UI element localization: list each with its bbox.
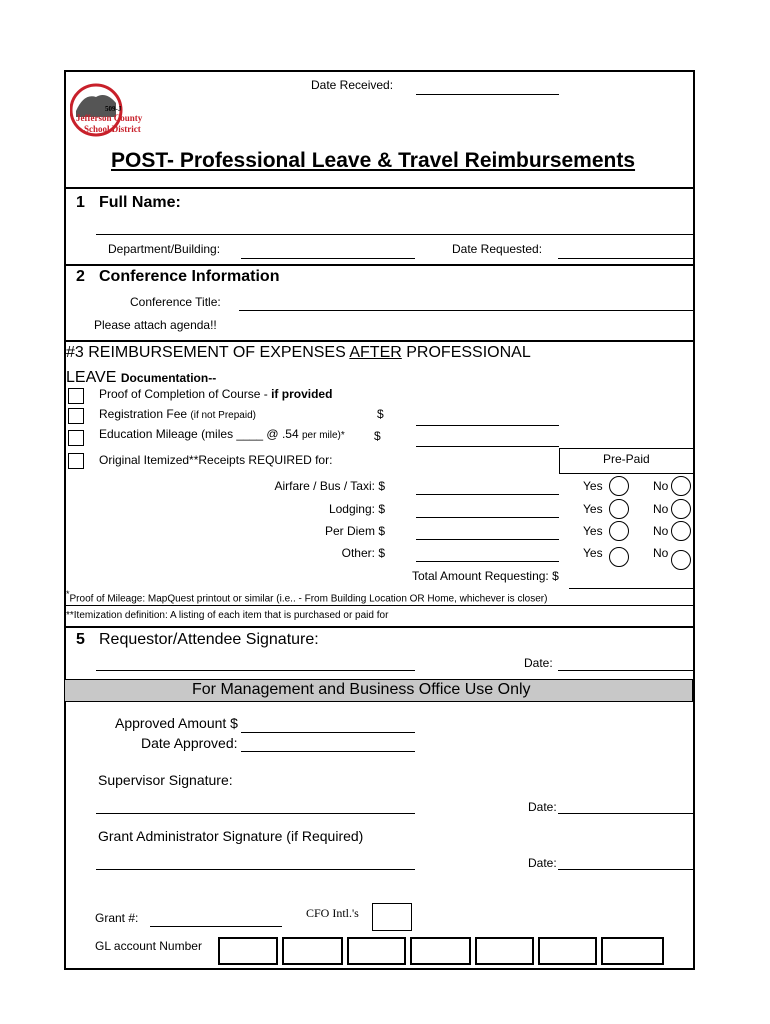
lodging-no-radio[interactable] [671, 499, 691, 519]
registration-dollar: $ [377, 407, 384, 421]
receipts-label: Original Itemized**Receipts REQUIRED for: [99, 453, 333, 467]
mileage-dollar: $ [374, 429, 381, 443]
date-requested-label: Date Requested: [452, 242, 543, 256]
gl-account-box-5[interactable] [475, 937, 534, 965]
grant-number-field[interactable] [150, 926, 282, 927]
airfare-yes-label: Yes [583, 479, 603, 493]
airfare-field[interactable] [416, 494, 559, 495]
other-no-radio[interactable] [671, 550, 691, 570]
gl-account-box-7[interactable] [601, 937, 664, 965]
prepaid-label: Pre-Paid [603, 452, 650, 466]
airfare-no-label: No [653, 479, 669, 493]
per-diem-no-radio[interactable] [671, 521, 691, 541]
section2-number: 2 [76, 268, 85, 285]
mileage-field[interactable] [416, 446, 559, 447]
section3-heading: #3 REIMBURSEMENT OF EXPENSES AFTER PROFESSIONAL [66, 344, 531, 361]
lodging-yes-label: Yes [583, 502, 603, 516]
registration-fee-field[interactable] [416, 425, 559, 426]
mileage-checkbox[interactable] [68, 430, 84, 446]
office-use-banner-text: For Management and Business Office Use Only [192, 681, 531, 698]
receipts-checkbox[interactable] [68, 453, 84, 469]
page-title: POST- Professional Leave & Travel Reimbursements [111, 149, 636, 172]
district-logo: 509-J Jefferson County School District [70, 83, 166, 141]
other-field[interactable] [416, 561, 559, 562]
lodging-no-label: No [653, 502, 669, 516]
cfo-initials-box[interactable] [372, 903, 412, 931]
approved-amount-label: Approved Amount $ [115, 715, 238, 731]
requestor-date-label: Date: [524, 656, 553, 670]
department-label: Department/Building: [108, 242, 221, 256]
signature-heading: Requestor/Attendee Signature: [99, 631, 319, 648]
proof-completion-label: Proof of Completion of Course - if provided [99, 387, 333, 401]
itemization-footnote: **Itemization definition: A listing of each item that is purchased or paid for [66, 610, 389, 621]
registration-fee-label: Registration Fee (if not Prepaid) [99, 407, 256, 421]
per-diem-label: Per Diem $ [324, 524, 385, 538]
gl-account-label: GL account Number [95, 939, 202, 953]
gl-account-box-2[interactable] [282, 937, 343, 965]
section5-number: 5 [76, 631, 85, 648]
airfare-no-radio[interactable] [671, 476, 691, 496]
total-amount-field[interactable] [569, 588, 693, 589]
gl-account-box-4[interactable] [410, 937, 471, 965]
other-no-label: No [653, 546, 669, 560]
supervisor-date-label: Date: [528, 800, 557, 814]
supervisor-date-field[interactable] [558, 813, 693, 814]
airfare-yes-radio[interactable] [609, 476, 629, 496]
mileage-label: Education Mileage (miles ____ @ .54 per mile)* [99, 427, 345, 441]
requestor-signature-field[interactable] [96, 670, 415, 671]
per-diem-no-label: No [653, 524, 669, 538]
other-label: Other: $ [341, 546, 385, 560]
date-received-field[interactable] [416, 94, 559, 95]
grant-admin-signature-field[interactable] [96, 869, 415, 870]
proof-completion-checkbox[interactable] [68, 388, 84, 404]
date-received-label: Date Received: [311, 78, 394, 92]
mileage-footnote: *Proof of Mileage: MapQuest printout or similar (i.e.. - From Building Location OR Home, whichever is closer) [66, 589, 548, 605]
lodging-label: Lodging: $ [328, 502, 385, 516]
approved-amount-field[interactable] [241, 732, 415, 733]
per-diem-yes-label: Yes [583, 524, 603, 538]
total-amount-label: Total Amount Requesting: $ [412, 569, 559, 583]
grant-number-label: Grant #: [95, 911, 139, 925]
date-requested-field[interactable] [558, 258, 693, 259]
full-name-field[interactable] [96, 234, 693, 235]
per-diem-yes-radio[interactable] [609, 521, 629, 541]
requestor-date-field[interactable] [558, 670, 693, 671]
grant-admin-date-field[interactable] [558, 869, 693, 870]
full-name-label: Full Name: [99, 194, 181, 211]
grant-admin-signature-label: Grant Administrator Signature (if Required) [98, 828, 364, 844]
supervisor-signature-field[interactable] [96, 813, 415, 814]
registration-fee-checkbox[interactable] [68, 408, 84, 424]
other-yes-radio[interactable] [609, 547, 629, 567]
airfare-label: Airfare / Bus / Taxi: $ [274, 479, 385, 493]
gl-account-box-6[interactable] [538, 937, 597, 965]
section3-heading-line2: LEAVE Documentation-- [66, 369, 217, 386]
per-diem-field[interactable] [416, 539, 559, 540]
section1-number: 1 [76, 194, 85, 211]
conference-info-heading: Conference Information [99, 268, 280, 285]
date-approved-field[interactable] [241, 751, 415, 752]
agenda-note: Please attach agenda!! [94, 318, 217, 332]
grant-admin-date-label: Date: [528, 856, 557, 870]
lodging-field[interactable] [416, 517, 559, 518]
conference-title-field[interactable] [239, 310, 693, 311]
cfo-initials-label: CFO Intl.'s [306, 906, 359, 920]
conference-title-label: Conference Title: [130, 295, 221, 309]
date-approved-label: Date Approved: [141, 735, 238, 751]
supervisor-signature-label: Supervisor Signature: [98, 772, 233, 788]
lodging-yes-radio[interactable] [609, 499, 629, 519]
department-field[interactable] [241, 258, 415, 259]
gl-account-box-1[interactable] [218, 937, 278, 965]
gl-account-box-3[interactable] [347, 937, 406, 965]
other-yes-label: Yes [583, 546, 603, 560]
